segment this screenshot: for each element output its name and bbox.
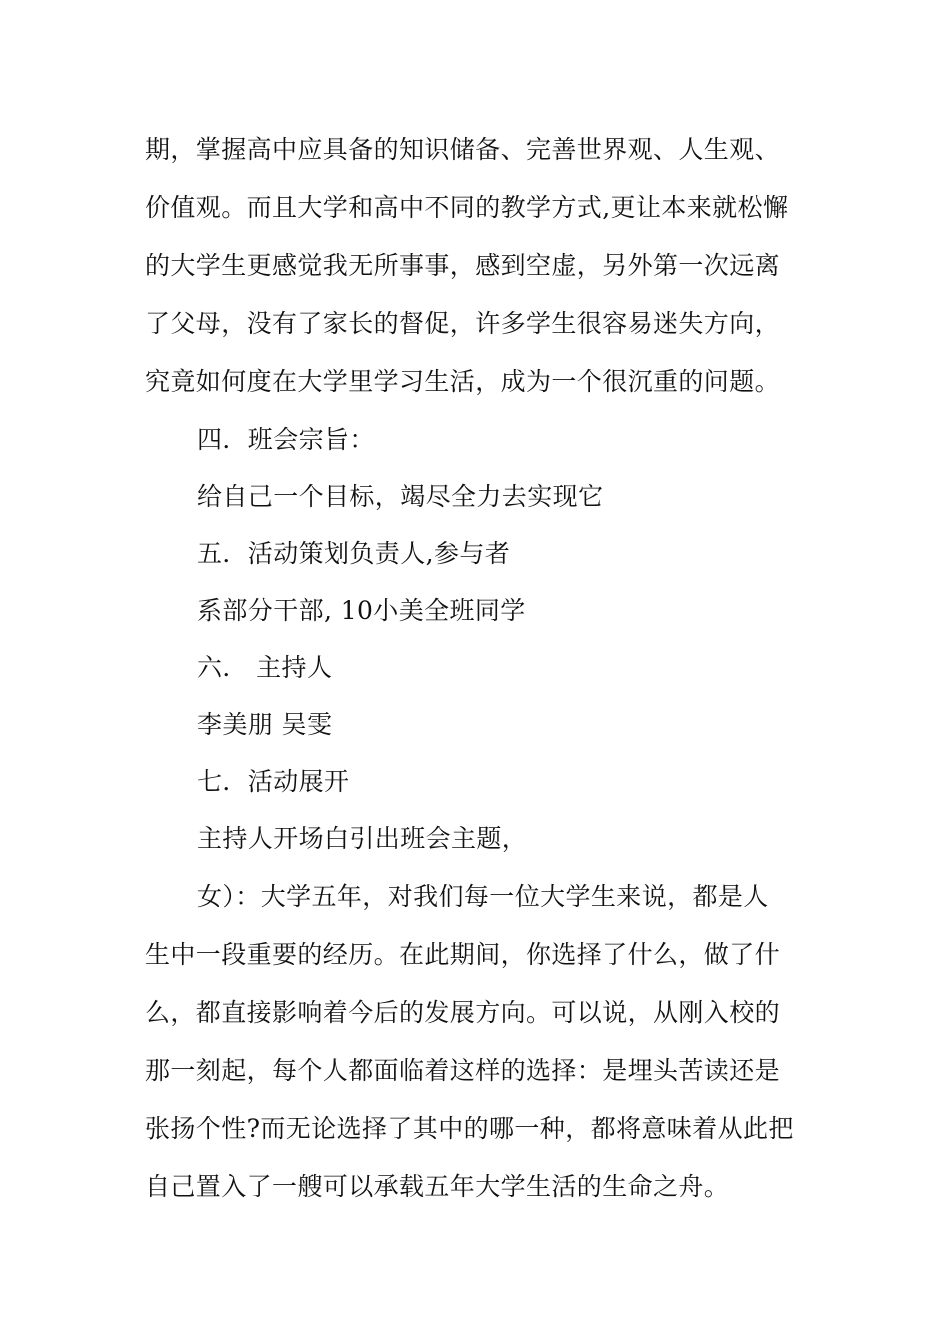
paragraph-line: 价值观。而且大学和高中不同的教学方式,更让本来就松懈 (145, 193, 789, 222)
section-heading-organizers: 五．活动策划负责人,参与者 (197, 539, 511, 568)
organizers-text: 系部分干部, 10小美全班同学 (197, 596, 526, 625)
purpose-text: 给自己一个目标，竭尽全力去实现它 (197, 482, 604, 511)
paragraph-line: 了父母，没有了家长的督促，许多学生很容易迷失方向， (145, 309, 781, 338)
paragraph-line: 期，掌握高中应具备的知识储备、完善世界观、人生观、 (145, 135, 781, 164)
section-heading-host: 六． 主持人 (197, 653, 333, 682)
paragraph-line: 自己置入了一艘可以承载五年大学生活的生命之舟。 (145, 1172, 730, 1201)
host-names: 李美朋 吴雯 (197, 710, 333, 739)
paragraph-line: 么，都直接影响着今后的发展方向。可以说，从刚入校的 (145, 998, 781, 1027)
activity-intro: 主持人开场白引出班会主题， (197, 824, 528, 853)
paragraph-line: 究竟如何度在大学里学习生活，成为一个很沉重的问题。 (145, 367, 781, 396)
paragraph-line: 生中一段重要的经历。在此期间，你选择了什么，做了什 (145, 940, 781, 969)
paragraph-line: 的大学生更感觉我无所事事，感到空虚，另外第一次远离 (145, 251, 781, 280)
paragraph-line: 女）：大学五年，对我们每一位大学生来说，都是人 (197, 882, 769, 911)
section-heading-activity: 七．活动展开 (197, 767, 350, 796)
paragraph-line: 张扬个性?而无论选择了其中的哪一种，都将意味着从此把 (145, 1114, 794, 1143)
section-heading-purpose: 四．班会宗旨： (197, 425, 375, 454)
paragraph-line: 那一刻起，每个人都面临着这样的选择：是埋头苦读还是 (145, 1056, 781, 1085)
